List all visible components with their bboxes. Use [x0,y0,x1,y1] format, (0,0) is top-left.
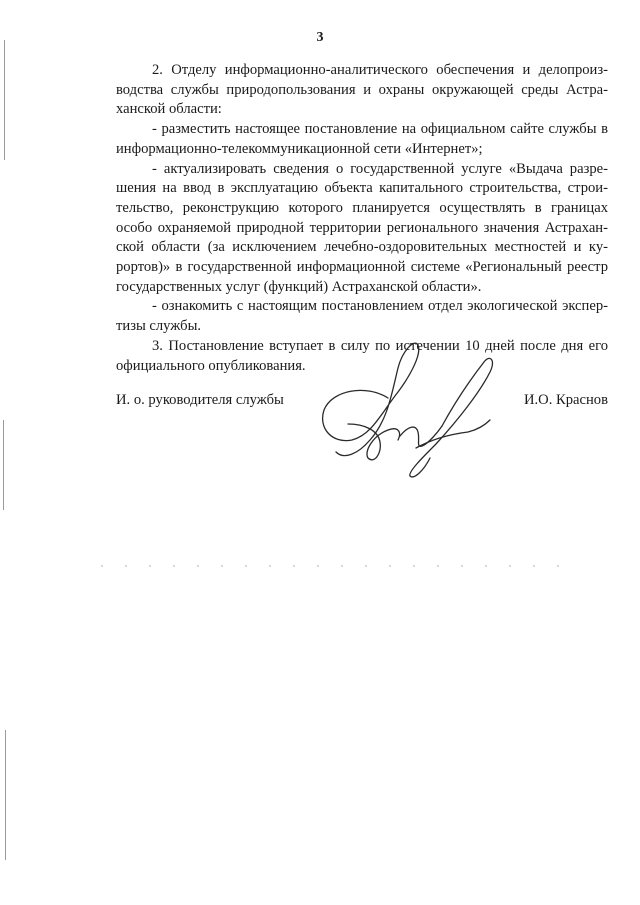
signatory-name: И.О. Краснов [523,392,608,408]
scan-edge-mark [3,420,4,510]
paragraph-item-2: 2. Отделу информационно-аналитического обеспечения и делопроизводства службы природопользования и охраны окружающей среды Астраханской области: [116,62,608,118]
scan-speckle-row [90,565,560,567]
paragraph-item-3: 3. Постановление вступает в силу по истечении 10 дней после дня его официального опубликования. [116,337,608,374]
handwritten-signature [318,340,503,478]
paragraph-update-service-info: - актуализировать сведения о государственной услуге «Выдача разрешения на ввод в эксплуатацию объекта капитального строительства, строительство, реконструкцию которого планируется осуществлять в границах особо охраняемой природной территории регионального значения Астраханской области (за исключением лечебно-оздоровительных местностей и курортов)» в государственной информационной системе «Региональный реестр государственных услуг (функций) Астраханской области». [116,160,608,295]
page-number: 3 [316,30,324,45]
document-body [116,61,608,376]
scan-edge-mark [4,40,5,160]
paragraph-publish-website: - разместить настоящее постановление на официальном сайте службы в информационно-телекоммуникационной сети «Интернет»; [116,121,608,157]
scan-edge-mark [5,730,6,860]
signatory-title: И. о. руководителя службы [116,392,284,408]
paragraph-familiarize-department: - ознакомить с настоящим постановлением отдел экологической экспертизы службы. [116,298,608,335]
